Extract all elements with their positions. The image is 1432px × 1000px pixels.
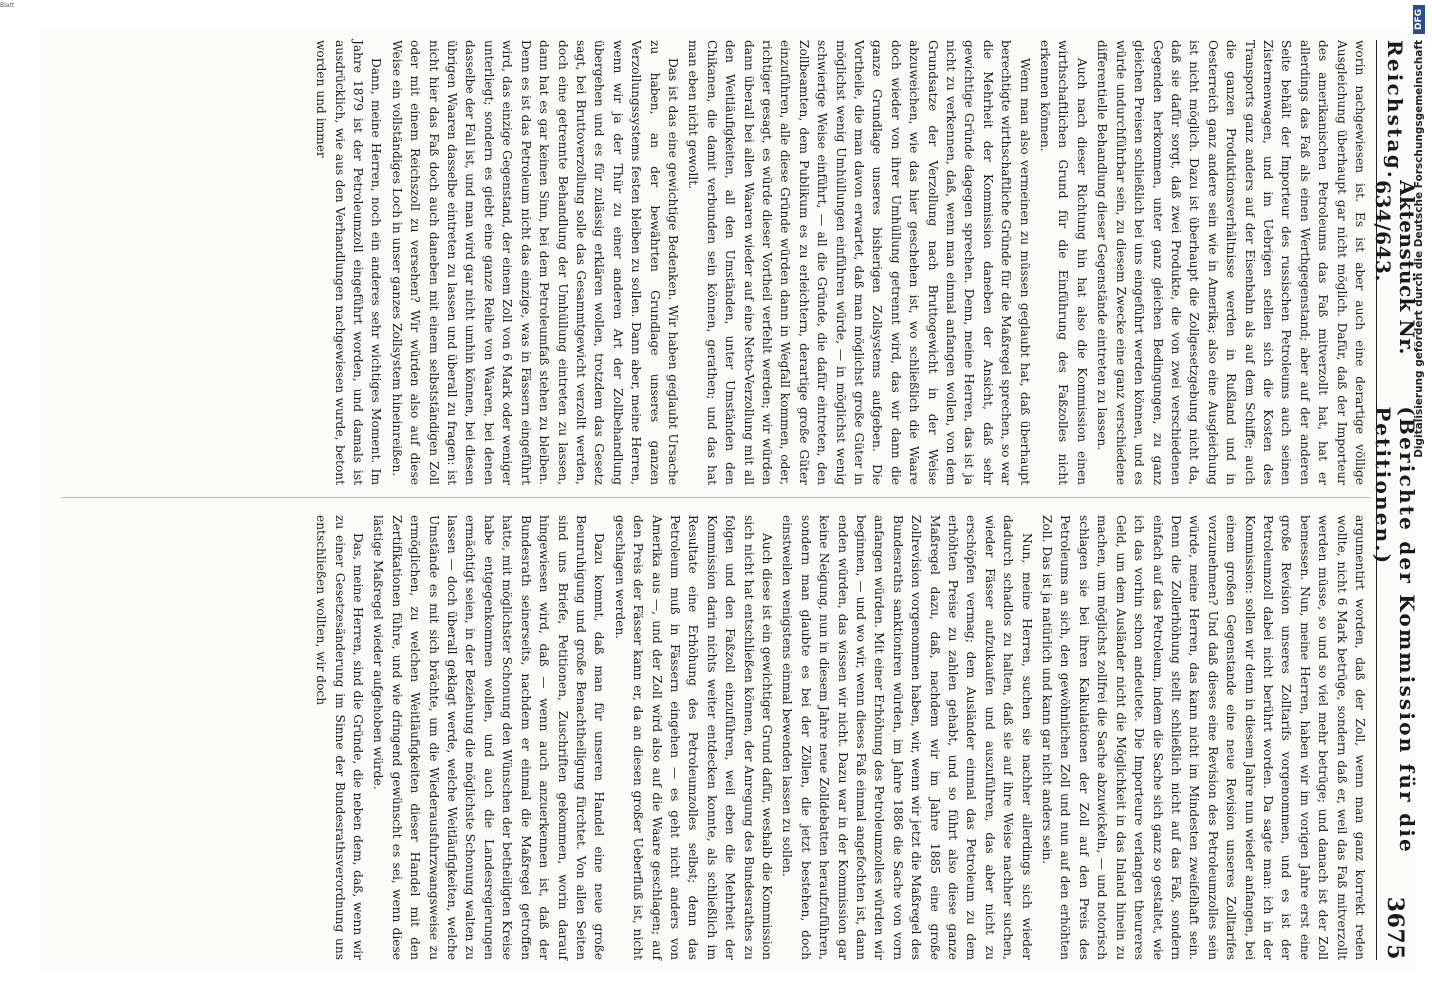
paragraph: Wenn man also vermeinen zu müssen geglaubt hat, daß überhaupt berechtigte wirthschaftliche Gründe für die Maßregel sprechen, so war die Mehrheit der Kommission daneben der Ansicht, daß sehr gewichtige Gründe dagegen sprechen. Denn, meine Herren, das ist ja nicht zu verkennen, daß, wenn man einmal anfangen wollen, von dem Grundsatze der Verzollung nach Bruttogewicht in der Weise abzuweichen, wie das hier geschehen ist, wo schließlich die Waare doch wieder von ihrer Umhüllung getrennt wird, das wir dann die ganze Grundlage unseres bisherigen Zollsystems aufgeben. Die Vortheile, die man davon erwartet, daß man möglichst große Güter in möglichst wenig Umhüllungen einführen würde, — in möglichst wenig schwierige Weise einführt, — all die Gründe, die dafür eintreten, den Zollbeamten, dem Publikum es zu erleichtern, derartige große Güter einzuführen, alle diese Gründe würden dann in Wegfall kommen, oder, richtiger gesagt, es würde dieser Vortheil verfehlt werden; wir würden dann überall bei allen Waaren wieder auf eine Netto-Verzollung mit all den Weitläufigkeiten, all den Umständen, unter Umständen den Chikanen, die damit verbunden sein können, gerathen; und das hat man eben nicht gewollt.	[686, 40, 1032, 485]
corner-mark: Blatt	[0, 2, 15, 9]
header-left: Reichstag.	[1383, 40, 1407, 181]
column-divider	[61, 497, 1371, 498]
page-number: 3675	[1382, 896, 1408, 960]
header-title: (Berichte der Kommission für die Petitionen.)	[1371, 406, 1419, 854]
paragraph: Nun, meine Herren, suchen sie nachher allerdings sich wieder dadurch schadlos zu halten, daß sie auf ihre Weise nachher suchen, wieder Fässer aufzukaufen und auszuführen, das aber nicht zu erschöpfen vermag; dem Ausländer einmal das Petroleum zu dem erhöhten Preise zu zahlen gehabt, und so führt also diese ganze Maßregel dazu, daß, nachdem wir im Jahre 1885 eine große Zollrevision vorgenommen haben, wir, wenn wir jetzt die Maßregel des Bundesraths sanktioniren würden, im Jahre 1886 die Sache von vorn anfangen würden. Mit einer Erhöhung des Petroleumzolles würden wir beginnen, — und wo wir, wenn dieses Faß einmal angefochten ist, dann enden würden, das wissen wir nicht. Dazu war in der Kommission gar keine Neigung, nun in diesem Jahre neue Zolldebatten heraufzuführen, sondern man glaubte es bei der Zöllen, die jetzt bestehen, doch einstweilen wenigstens einmal bewenden lassen zu sollen.	[780, 515, 1034, 960]
paragraph: Das, meine Herren, sind die Gründe, die neben dem, daß, wenn wir zu einer Gesetzesänderung im Sinne der Bundesrathsverordnung uns entschließen wollten, wir doch	[314, 515, 366, 960]
paragraph: worin nachgewiesen ist. Es ist aber auch eine derartige völlige Ausgleichung überhaupt gar nicht möglich. Dafür, daß der Importeur des amerikanischen Petroleums das Faß mitverzollt hat, hat er allerdings das Faß als einen Werthgegenstand; aber auf der anderen Seite behält der Importeur des russischen Petroleums auch seinen Zisternenwagen, und im Uebrigen stellen sich die Kosten des Transports ganz anders auf der Eisenbahn als auf dem Schiffe; auch die ganzen Produktionsverhältnisse werden in Rußland und in Oesterreich ganz andere sein wie in Amerika; also eine Ausgleichung ist nicht möglich. Dazu ist überhaupt die Zollgesetzgebung nicht da, daß sie dafür sorgt, daß zwei Produkte, die von zwei verschiedenen Gegenden herkommen, unter ganz gleichen Bedingungen, zu ganz gleichen Preisen schließlich bei uns eingeführt werden können, und es würde undurchführbar sein, zu diesem Zwecke eine ganz verschiedene differentielle Behandlung dieser Gegenstände eintreten zu lassen.	[1095, 40, 1367, 485]
header-doc-number: Aktenstück Nr. 634/643.	[1371, 180, 1419, 355]
dfg-logo: DFG	[1413, 5, 1425, 34]
paragraph: argumentirt worden, daß der Zoll, wenn man ganz korrekt reden wollte, nicht 6 Mark betrüge, sondern daß er, weil das Faß mitverzollt werden müsse, so und so viel mehr betrüge; und danach ist der Zoll bemessen. Nun, meine Herren, haben wir im vorigen Jahre erst eine große Revision unseres Zolltarifs vorgenommen, und es ist der Petroleumzoll dabei nicht berührt worden. Da sagte man: ich in der Kommission: sollen wir denn in diesem Jahre nun wieder anfangen, bei einem großen Gegenstande eine neue Revision unseres Zolltarifes vorzunehmen? Und daß dieses eine Revision des Petroleumzolles sein würde, meine Herren, das kann nicht im Mindesten zweifelhaft sein. Denn die Zollerhöhung stellt schließlich nicht auf das Faß, sondern einfach auf das Petroleum, indem die Sache sich ganz so gestaltet, wie ich das vorhin schon andeutete. Die Importeure verlangen theureres Geld, um dem Ausländer nicht die Möglichkeit in das Inland hinein zu machen, um möglichst zollfrei die Sache abzuwickeln, — und notorisch schlagen sie bei ihren Kalkulationen der Zoll auf den Preis des Petroleums an sich, den gewöhnlichen Zoll und nun auf den erhöhten Zoll. Das ist ja natürlich und kann gar nicht anders sein.	[1040, 515, 1367, 960]
paragraph: Das ist das eine gewichtige Bedenken. Wir haben geglaubt Ursache zu haben, an der bewährten Grundlage unseres ganzen Verzollungssystems festen bleiben zu sollen. Dann aber, meine Herren, wenn wir ja der Thür zu einer anderen Art der Zollbehandlung übergehen und es für zulässig erklären wollen, trotzdem das Gesetz sagt, bei Bruttoverzollung solle das Gesammtgewicht verzollt werden, doch eine getrennte Behandlung der Umhüllung eintreten zu lassen, dann hat es gar keinen Sinn, bei dem Petroleumfaß stehen zu bleiben. Denn es ist das Petroleum nicht das einzige, was in Fässern eingeführt wird, das einzige Gegenstand, der einem Zoll von 6 Mark oder weniger unterliegt; sondern es giebt eine ganze Reihe von Waaren, bei denen dasselbe der Fall ist, und man wird gar nicht umhin können, bei diesen übrigen Waaren dasselbe eintreten zu lassen und überall zu fragen: ist nicht hier das Faß doch auch daneben mit einem selbstständigen Zoll oder mit einem Reichszoll zu versehen? Wir würden also auf diese Weise ein vollständiges Loch in unser ganzes Zollsystem hineinreißen.	[389, 40, 680, 485]
right-column	[59, 515, 1369, 960]
dfg-funding-notice	[1408, 5, 1430, 995]
paragraph: Dazu kommt, daß man für unseren Handel eine neue große Beunruhigung und große Benachtheiligung fürchtet. Von allen Seiten sind uns Briefe, Petitionen, Zuschriften gekommen, worin darauf hingewiesen wird, daß — wenn auch anzuerkennen ist, daß der Bundesrath seinerseits, nachdem er einmal die Maßregel getroffen hatte, mit möglichster Schonung den Wünschen der betheiligten Kreise habe entgegenkommen wollen, und auch die Landesregierungen ermächtigt seien, in der Beziehung die möglichste Schonung walten zu lassen — doch überall geklagt werde, welche Weitläufigkeiten, welche Umstände es mit sich brächte, um die Wiederausfuhrzwangsweise zu ermöglichen, zu welchen Weitläufigkeiten dieser Handel mit den Zertifikationen führe, und wie dringend gewünscht es sei, wenn diese lästige Maßregel wieder aufgehoben würde.	[371, 515, 607, 960]
dfg-notice-text: Digitalisierung gefördert durch die Deutsche Forschungsgemeinschaft	[1413, 40, 1425, 458]
left-column	[59, 40, 1369, 485]
paragraph: Auch nach dieser Richtung hin hat also die Kommission einen wirthschaftlichen Grund für die Einführung des Faßzolles nicht erkennen können.	[1038, 40, 1089, 485]
paragraph: Auch diese ist ein gewichtiger Grund dafür, weshalb die Kommission sich nicht hat entschließen können, der Anregung des Bundesrathes zu folgen und den Faßzoll einzuführen, weil eben die Mehrheit der Kommission darin nichts weiter entdecken konnte, als schließlich im Resultate eine Erhöhung des Petroleumzolles selbst; denn das Petroleum muß in Fässern eingehen — es geht nicht anders von Amerika aus —, und der Zoll wird also auf die Waare geschlagen; auf den Preis der Fässer kann er, da an diesen großer Ueberfluß ist, nicht geschlagen werden.	[612, 515, 774, 960]
paragraph: Dann, meine Herren, noch ein anderes sehr wichtiges Moment. Im Jahre 1879 ist der Petroleumzoll eingeführt worden, und damals ist ausdrücklich, wie aus den Verhandlungen nachgewiesen wurde, betont worden und immer	[314, 40, 384, 485]
